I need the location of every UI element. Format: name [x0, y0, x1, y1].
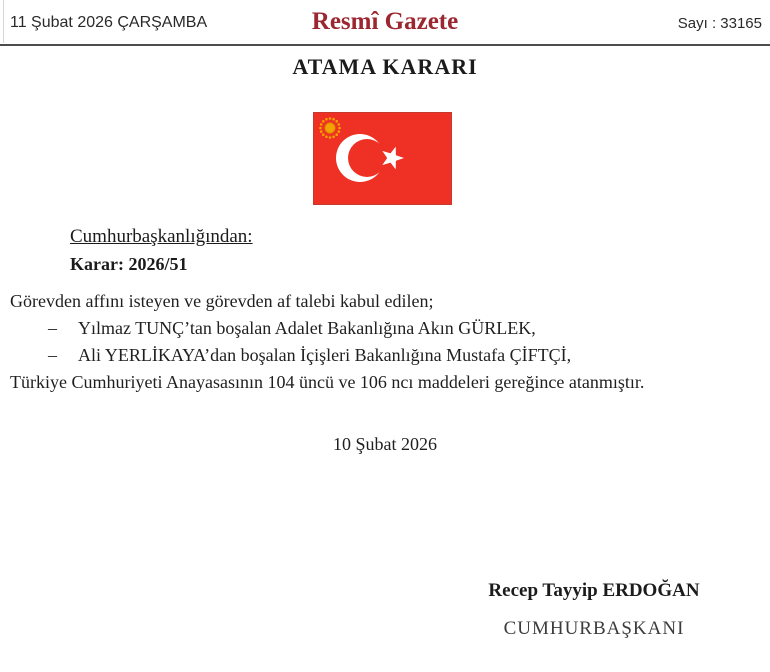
crescent-inner: [348, 139, 386, 177]
list-dash: –: [48, 345, 57, 365]
signature-name: Recep Tayyip ERDOĞAN: [488, 580, 700, 601]
body-intro-line: Görevden affını isteyen ve görevden af talebi kabul edilen;: [10, 291, 434, 311]
list-dash: –: [48, 318, 57, 338]
gazette-date: 11 Şubat 2026 ÇARŞAMBA: [10, 14, 208, 31]
signature-title: CUMHURBAŞKANI: [503, 618, 685, 639]
decision-number: Karar: 2026/51: [70, 254, 188, 274]
appointment-line: [10, 342, 760, 369]
decision-date: 10 Şubat 2026: [332, 434, 437, 454]
appointment-text: Ali YERLİKAYA’dan boşalan İçişleri Bakanlığına Mustafa ÇİFTÇİ,: [78, 345, 572, 365]
signature-block: [420, 580, 768, 640]
appointment-text: Yılmaz TUNÇ’tan boşalan Adalet Bakanlığına Akın GÜRLEK,: [78, 318, 536, 338]
body-closing-line: Türkiye Cumhuriyeti Anayasasının 104 üncü ve 106 ncı maddeleri gereğince atanmıştır.: [10, 372, 645, 392]
turkish-flag-icon: [313, 112, 452, 205]
decision-body: [10, 288, 760, 396]
turkish-flag-svg: [313, 112, 452, 205]
gazette-issue-number: Sayı : 33165: [677, 15, 762, 32]
gazette-title: Resmî Gazete: [311, 8, 459, 35]
appointment-line: [10, 315, 760, 342]
masthead: [0, 0, 770, 46]
document-heading: ATAMA KARARI: [292, 54, 478, 79]
issuing-authority: Cumhurbaşkanlığından:: [70, 226, 253, 247]
